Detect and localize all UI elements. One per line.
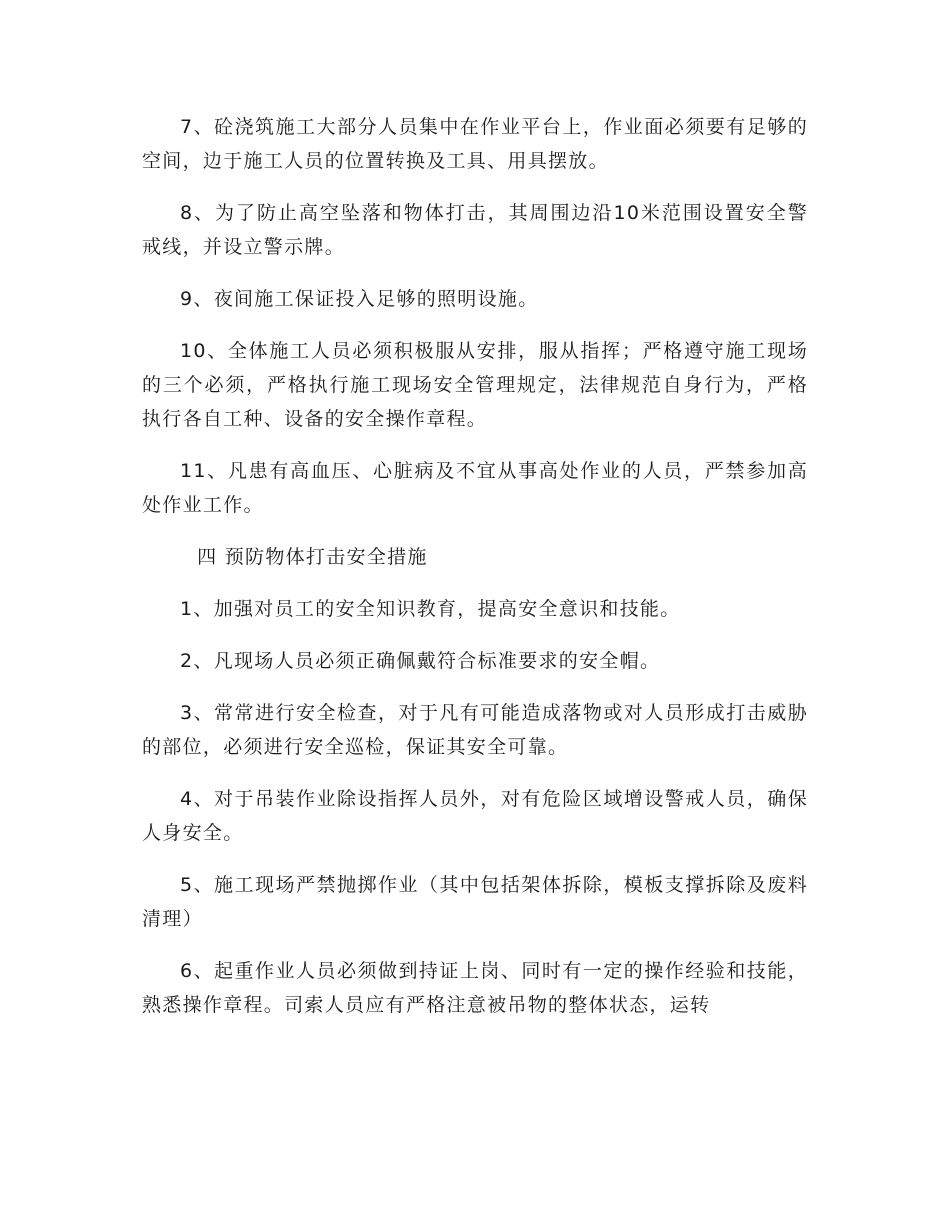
section-item-4: 4、对于吊装作业除设指挥人员外，对有危险区域增设警戒人员，确保人身安全。	[142, 788, 808, 844]
paragraph-9: 9、夜间施工保证投入足够的照明设施。	[180, 288, 539, 310]
section-heading: 四 预防物体打击安全措施	[197, 546, 428, 568]
paragraph-10: 10、全体施工人员必须积极服从安排，服从指挥；严格遵守施工现场的三个必须，严格执行施工现场安全管理规定，法律规范自身行为，严格执行各自工种、设备的安全操作章程。	[142, 340, 808, 430]
paragraph-11: 11、凡患有高血压、心脏病及不宜从事高处作业的人员，严禁参加高处作业工作。	[142, 460, 808, 516]
section-item-6: 6、起重作业人员必须做到持证上岗、同时有一定的操作经验和技能，熟悉操作章程。司索人员应有严格注意被吊物的整体状态，运转	[142, 960, 808, 1016]
document-body	[142, 110, 808, 1040]
section-item-3: 3、常常进行安全检查，对于凡有可能造成落物或对人员形成打击威胁的部位，必须进行安全巡检，保证其安全可靠。	[142, 702, 808, 758]
paragraph-7: 7、砼浇筑施工大部分人员集中在作业平台上，作业面必须要有足够的空间，边于施工人员的位置转换及工具、用具摆放。	[142, 116, 808, 172]
section-item-5: 5、施工现场严禁抛掷作业（其中包括架体拆除，模板支撑拆除及废料清理）	[142, 874, 808, 930]
section-item-2: 2、凡现场人员必须正确佩戴符合标准要求的安全帽。	[180, 650, 661, 672]
section-item-1: 1、加强对员工的安全知识教育，提高安全意识和技能。	[180, 598, 681, 620]
paragraph-8: 8、为了防止高空坠落和物体打击，其周围边沿10米范围设置安全警戒线，并设立警示牌。	[142, 202, 808, 258]
